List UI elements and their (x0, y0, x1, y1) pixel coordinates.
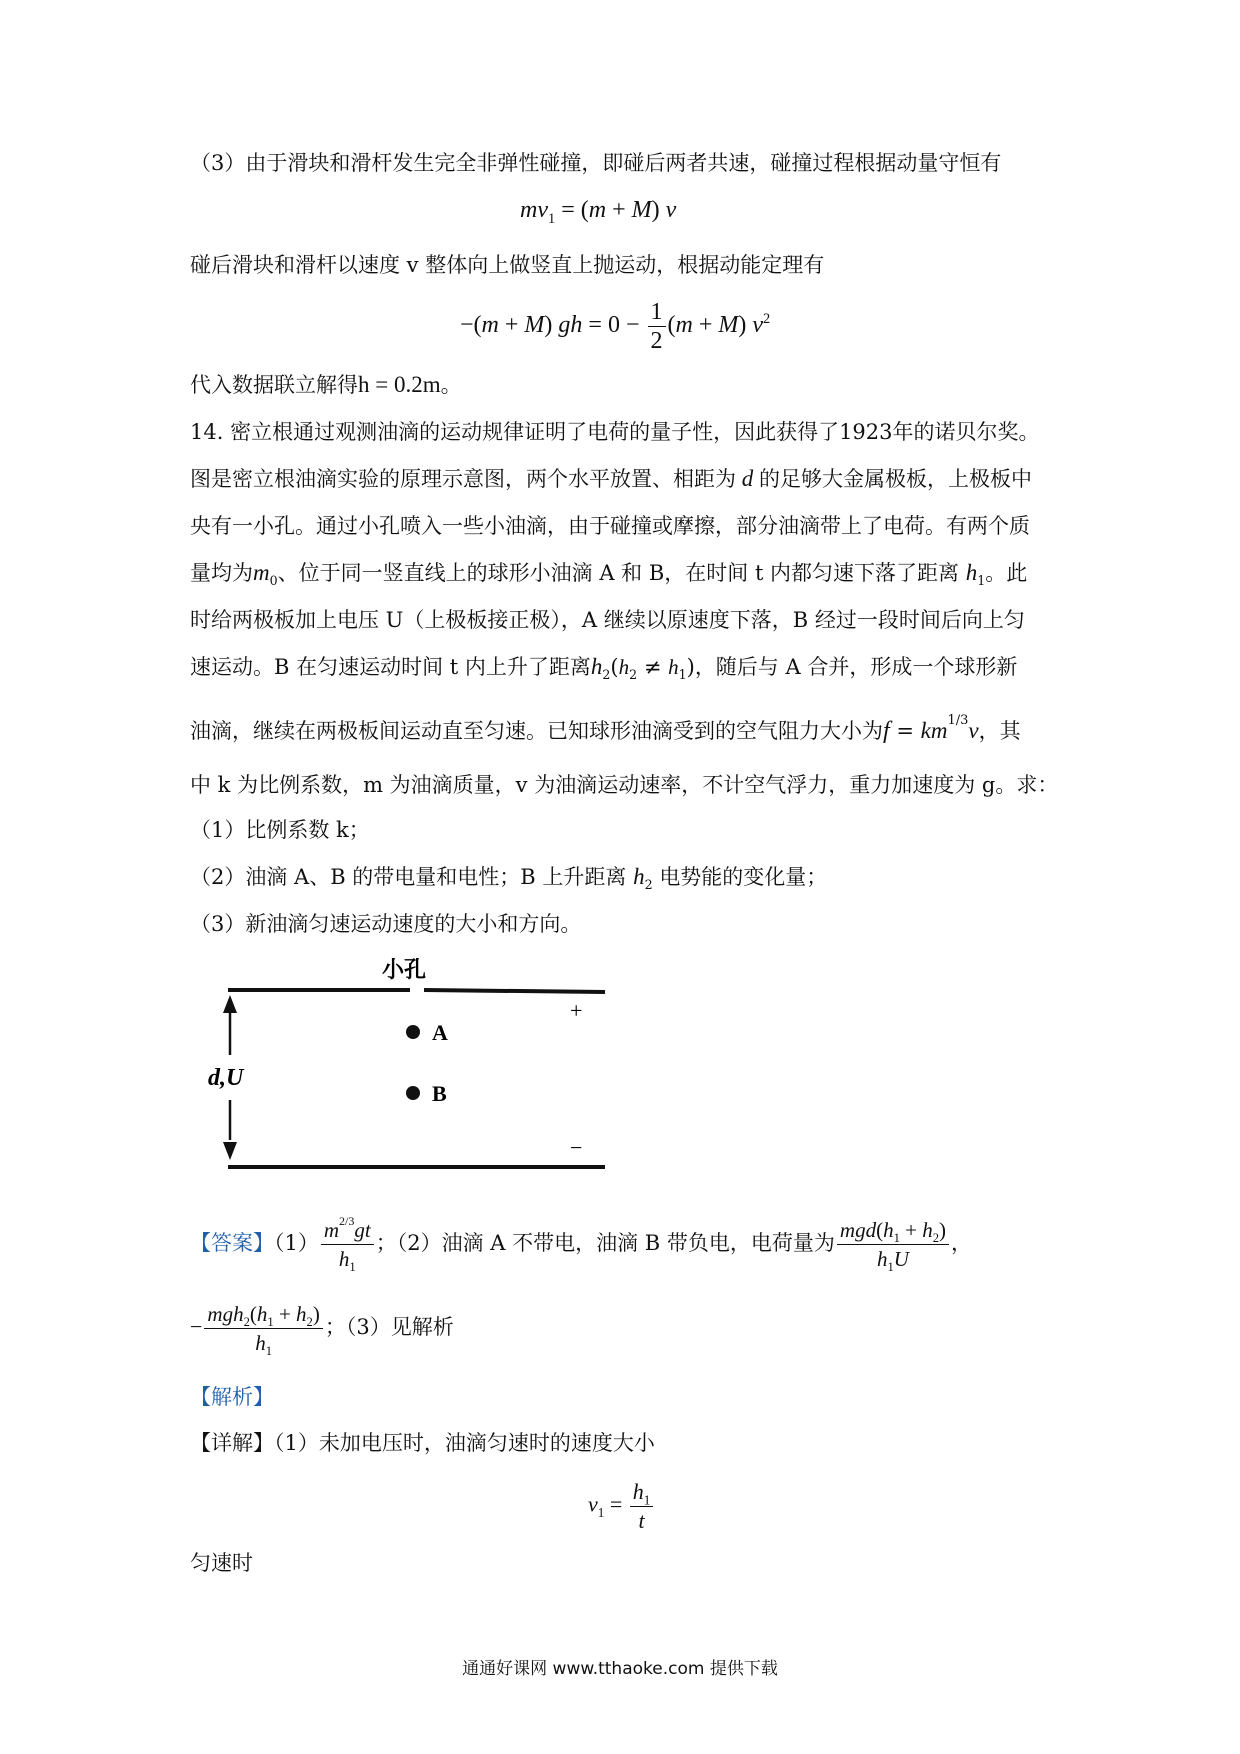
answer-fraction-charge: $\frac{mgd(h_1 + h_2)}{h_1U}$ (837, 1216, 949, 1273)
fraction-h1-over-t: $\frac{h_1}{t}$ (630, 1478, 654, 1535)
q14-sub-2-b: 电势能的变化量； (659, 865, 828, 889)
plus-label: + (570, 998, 583, 1023)
q14-line-5: 时给两极板加上电压 U（上极板接正极），A 继续以原速度下落，B 经过一段时间后向上匀 (190, 608, 1025, 632)
q14-sub-2: （2）油滴 A、B 的带电量和电性；B 上升距离 $h_2$ 电势能的变化量； (190, 864, 828, 893)
analysis-tag: 【解析】 (190, 1385, 274, 1409)
answer-part-2-a: ；（2）油滴 A 不带电，油滴 B 带负电，电荷量为 (375, 1231, 835, 1255)
equation-velocity: $v_1$ = $\frac{h_1}{t}$ (588, 1478, 655, 1535)
q14-sub-2-a: （2）油滴 A、B 的带电量和电性；B 上升距离 (190, 865, 627, 889)
q14-sub-3: （3）新油滴匀速运动速度的大小和方向。 (190, 912, 582, 936)
arrow-head-down-icon (223, 1142, 237, 1160)
page-footer: 通通好课网 www.tthaoke.com 提供下载 (462, 1659, 778, 1679)
drop-a-label: A (432, 1020, 448, 1045)
paragraph-p3-result (190, 370, 462, 400)
answer-tag: 【答案】 (190, 1231, 274, 1255)
hole-label: 小孔 (382, 957, 427, 982)
drop-b-label: B (432, 1081, 447, 1106)
fraction-one-half: $\frac{1}{2}$ (648, 298, 666, 355)
answer-fraction-energy: $\frac{mgh_2(h_1 + h_2)}{h_1}$ (204, 1300, 322, 1357)
result-suffix: 。 (440, 373, 462, 397)
q14-line-8: 中 k 为比例系数，m 为油滴质量，v 为油滴运动速率，不计空气浮力，重力加速度为 g。求： (190, 773, 1059, 797)
q14-line-7-b: ，其 (978, 719, 1021, 743)
uniform-text: 匀速时 (190, 1551, 253, 1575)
q14-line-4-a: 量均为 (190, 561, 253, 585)
detail-text: （1）未加电压时，油滴匀速时的速度大小 (274, 1431, 655, 1455)
upper-plate-right (424, 990, 605, 992)
oil-drop-a (406, 1025, 420, 1039)
q14-line-4-c: 。此 (985, 561, 1028, 585)
oil-drop-b (406, 1086, 420, 1100)
q14-line-4-b: 、位于同一竖直线上的球形小油滴 A 和 B，在时间 t 内都匀速下落了距离 (277, 561, 960, 585)
answer-fraction-k: $\frac{m^{2/3}gt}{h_1}$ (321, 1216, 374, 1273)
q14-line-7-a: 油滴，继续在两极板间运动直至匀速。已知球形油滴受到的空气阻力大小为 (190, 719, 883, 743)
result-prefix: 代入数据联立解得 (190, 373, 358, 397)
paragraph-p3-after-collision: 碰后滑块和滑杆以速度 v 整体向上做竖直上抛运动，根据动能定理有 (190, 253, 825, 277)
q14-sub-1: （1）比例系数 k； (190, 818, 370, 842)
answer-part-3: ；（3）见解析 (324, 1315, 454, 1339)
minus-label: − (570, 1135, 583, 1160)
q14-line-6: 速运动。B 在匀速运动时间 t 内上升了距离$h_2(h_2 \ne h_1)$，随后与 A 合并，形成一个球形新 (190, 654, 1018, 683)
q14-line-6-b: ，随后与 A 合并，形成一个球形新 (694, 655, 1018, 679)
millikan-diagram (200, 955, 620, 1185)
q14-line-1: 14. 密立根通过观测油滴的运动规律证明了电荷的量子性，因此获得了1923年的诺贝尔奖。 (190, 420, 1040, 444)
q14-line-4: 量均为$m_0$、位于同一竖直线上的球形小油滴 A 和 B，在时间 t 内都匀速下落了距离 $h_1$。此 (190, 560, 1028, 589)
detail-line (190, 1428, 655, 1458)
answer-line-2: − $\frac{mgh_2(h_1 + h_2)}{h_1}$ ；（3）见解析 (190, 1302, 454, 1359)
q14-line-2-b: 的足够大金属极板，上极板中 (759, 467, 1032, 491)
gap-label: d,U (208, 1065, 244, 1091)
detail-tag: 【详解】 (190, 1431, 274, 1455)
answer-part-1: （1） (274, 1231, 319, 1255)
arrow-head-up-icon (223, 995, 237, 1013)
equation-energy: −(m + M) gh = 0 − $\frac{1}{2}$ (m + M) $v^2$ (460, 299, 771, 354)
q14-line-6-a: 速运动。B 在匀速运动时间 t 内上升了距离 (190, 655, 591, 679)
answer-part-2-b: ， (951, 1231, 973, 1255)
q14-line-2-a: 图是密立根油滴实验的原理示意图，两个水平放置、相距为 (190, 467, 736, 491)
q14-line-7: 油滴，继续在两极板间运动直至匀速。已知球形油滴受到的空气阻力大小为$f = km^{1/3}v$，其 (190, 713, 1021, 744)
q14-line-2: 图是密立根油滴实验的原理示意图，两个水平放置、相距为 d 的足够大金属极板，上极板中 (190, 466, 1032, 491)
q14-line-3: 央有一小孔。通过小孔喷入一些小油滴，由于碰撞或摩擦，部分油滴带上了电荷。有两个质 (190, 514, 1030, 538)
result-value: h = 0.2m (358, 372, 441, 397)
paragraph-p3-intro: （3）由于滑块和滑杆发生完全非弹性碰撞，即碰后两者共速，碰撞过程根据动量守恒有 (190, 151, 1002, 175)
answer-line-1 (190, 1216, 972, 1273)
equation-momentum: $mv_1 = (m + M)$ v (520, 197, 677, 227)
